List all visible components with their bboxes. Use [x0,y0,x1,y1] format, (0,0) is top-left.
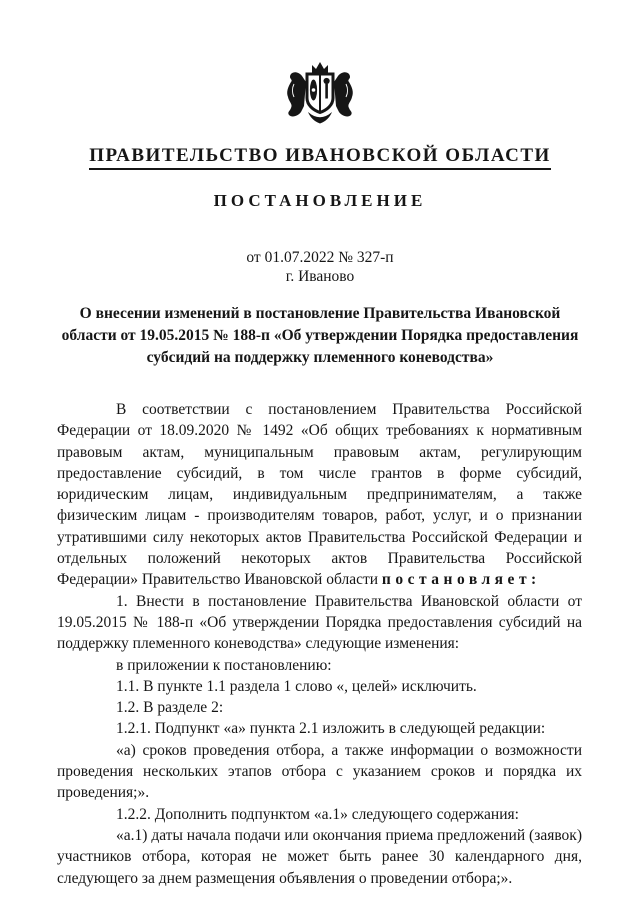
doc-place: г. Иваново [285,268,355,285]
org-title [0,145,640,170]
intro-text: В соответствии с постановлением Правительства Российской Федерации от 18.09.2020 № 1492 «Об общих требованиях к нормативным правовым актам, муниципальным правовым актам, регулирующим предоставление субсидий, в том числе грантов в форме субсидий, юридическим лицам, индивидуальным предпринимателям, а также физическим лицам - производителям товаров, работ, услуг, и о признании утратившими силу некоторых актов Правительства Российской Федерации и отдельных положений некоторых актов Правительства Российской Федерации» Правительство Ивановской области [57,401,582,589]
org-title-text: ПРАВИТЕЛЬСТВО ИВАНОВСКОЙ ОБЛАСТИ [89,145,551,170]
doc-body [0,399,640,889]
paragraph: «а) сроков проведения отбора, а также информации о возможности проведения нескольких этапов отбора с указанием сроков и порядка их проведения;». [57,741,582,802]
paragraph: «а.1) даты начала подачи или окончания приема предложений (заявок) участников отбора, которая не может быть ранее 30 календарного дня, следующего за днем размещения объявления о проведении отбора;». [57,826,582,887]
paragraph: 1.2. В разделе 2: [116,699,224,717]
doc-meta [0,248,640,286]
intro-paragraph [57,399,582,591]
doc-type-title: ПОСТАНОВЛЕНИЕ [213,191,427,210]
document-header-emblem [0,0,640,131]
paragraph: 1.2.2. Дополнить подпунктом «а.1» следующего содержания: [116,805,519,823]
paragraph: в приложении к постановлению: [116,656,332,674]
resolves-word: постановляет: [381,571,541,589]
paragraph: 1.2.1. Подпункт «а» пункта 2.1 изложить в следующей редакции: [116,720,546,738]
doc-subject: О внесении изменений в постановление Правительства Ивановской области от 19.05.2015 № 188-п «Об утверждении Порядка предоставления субсидий на поддержку племенного коневодства» [61,305,579,366]
paragraph: 1. Внести в постановление Правительства Ивановской области от 19.05.2015 № 188-п «Об утверждении Порядка предоставления субсидий на поддержку племенного коневодства» следующие изменения: [57,592,582,653]
ivanovo-oblast-coat-of-arms-icon [285,60,355,126]
paragraph: 1.1. В пункте 1.1 раздела 1 слово «, целей» исключить. [116,677,477,695]
doc-date-number: от 01.07.2022 № 327-п [246,249,394,266]
